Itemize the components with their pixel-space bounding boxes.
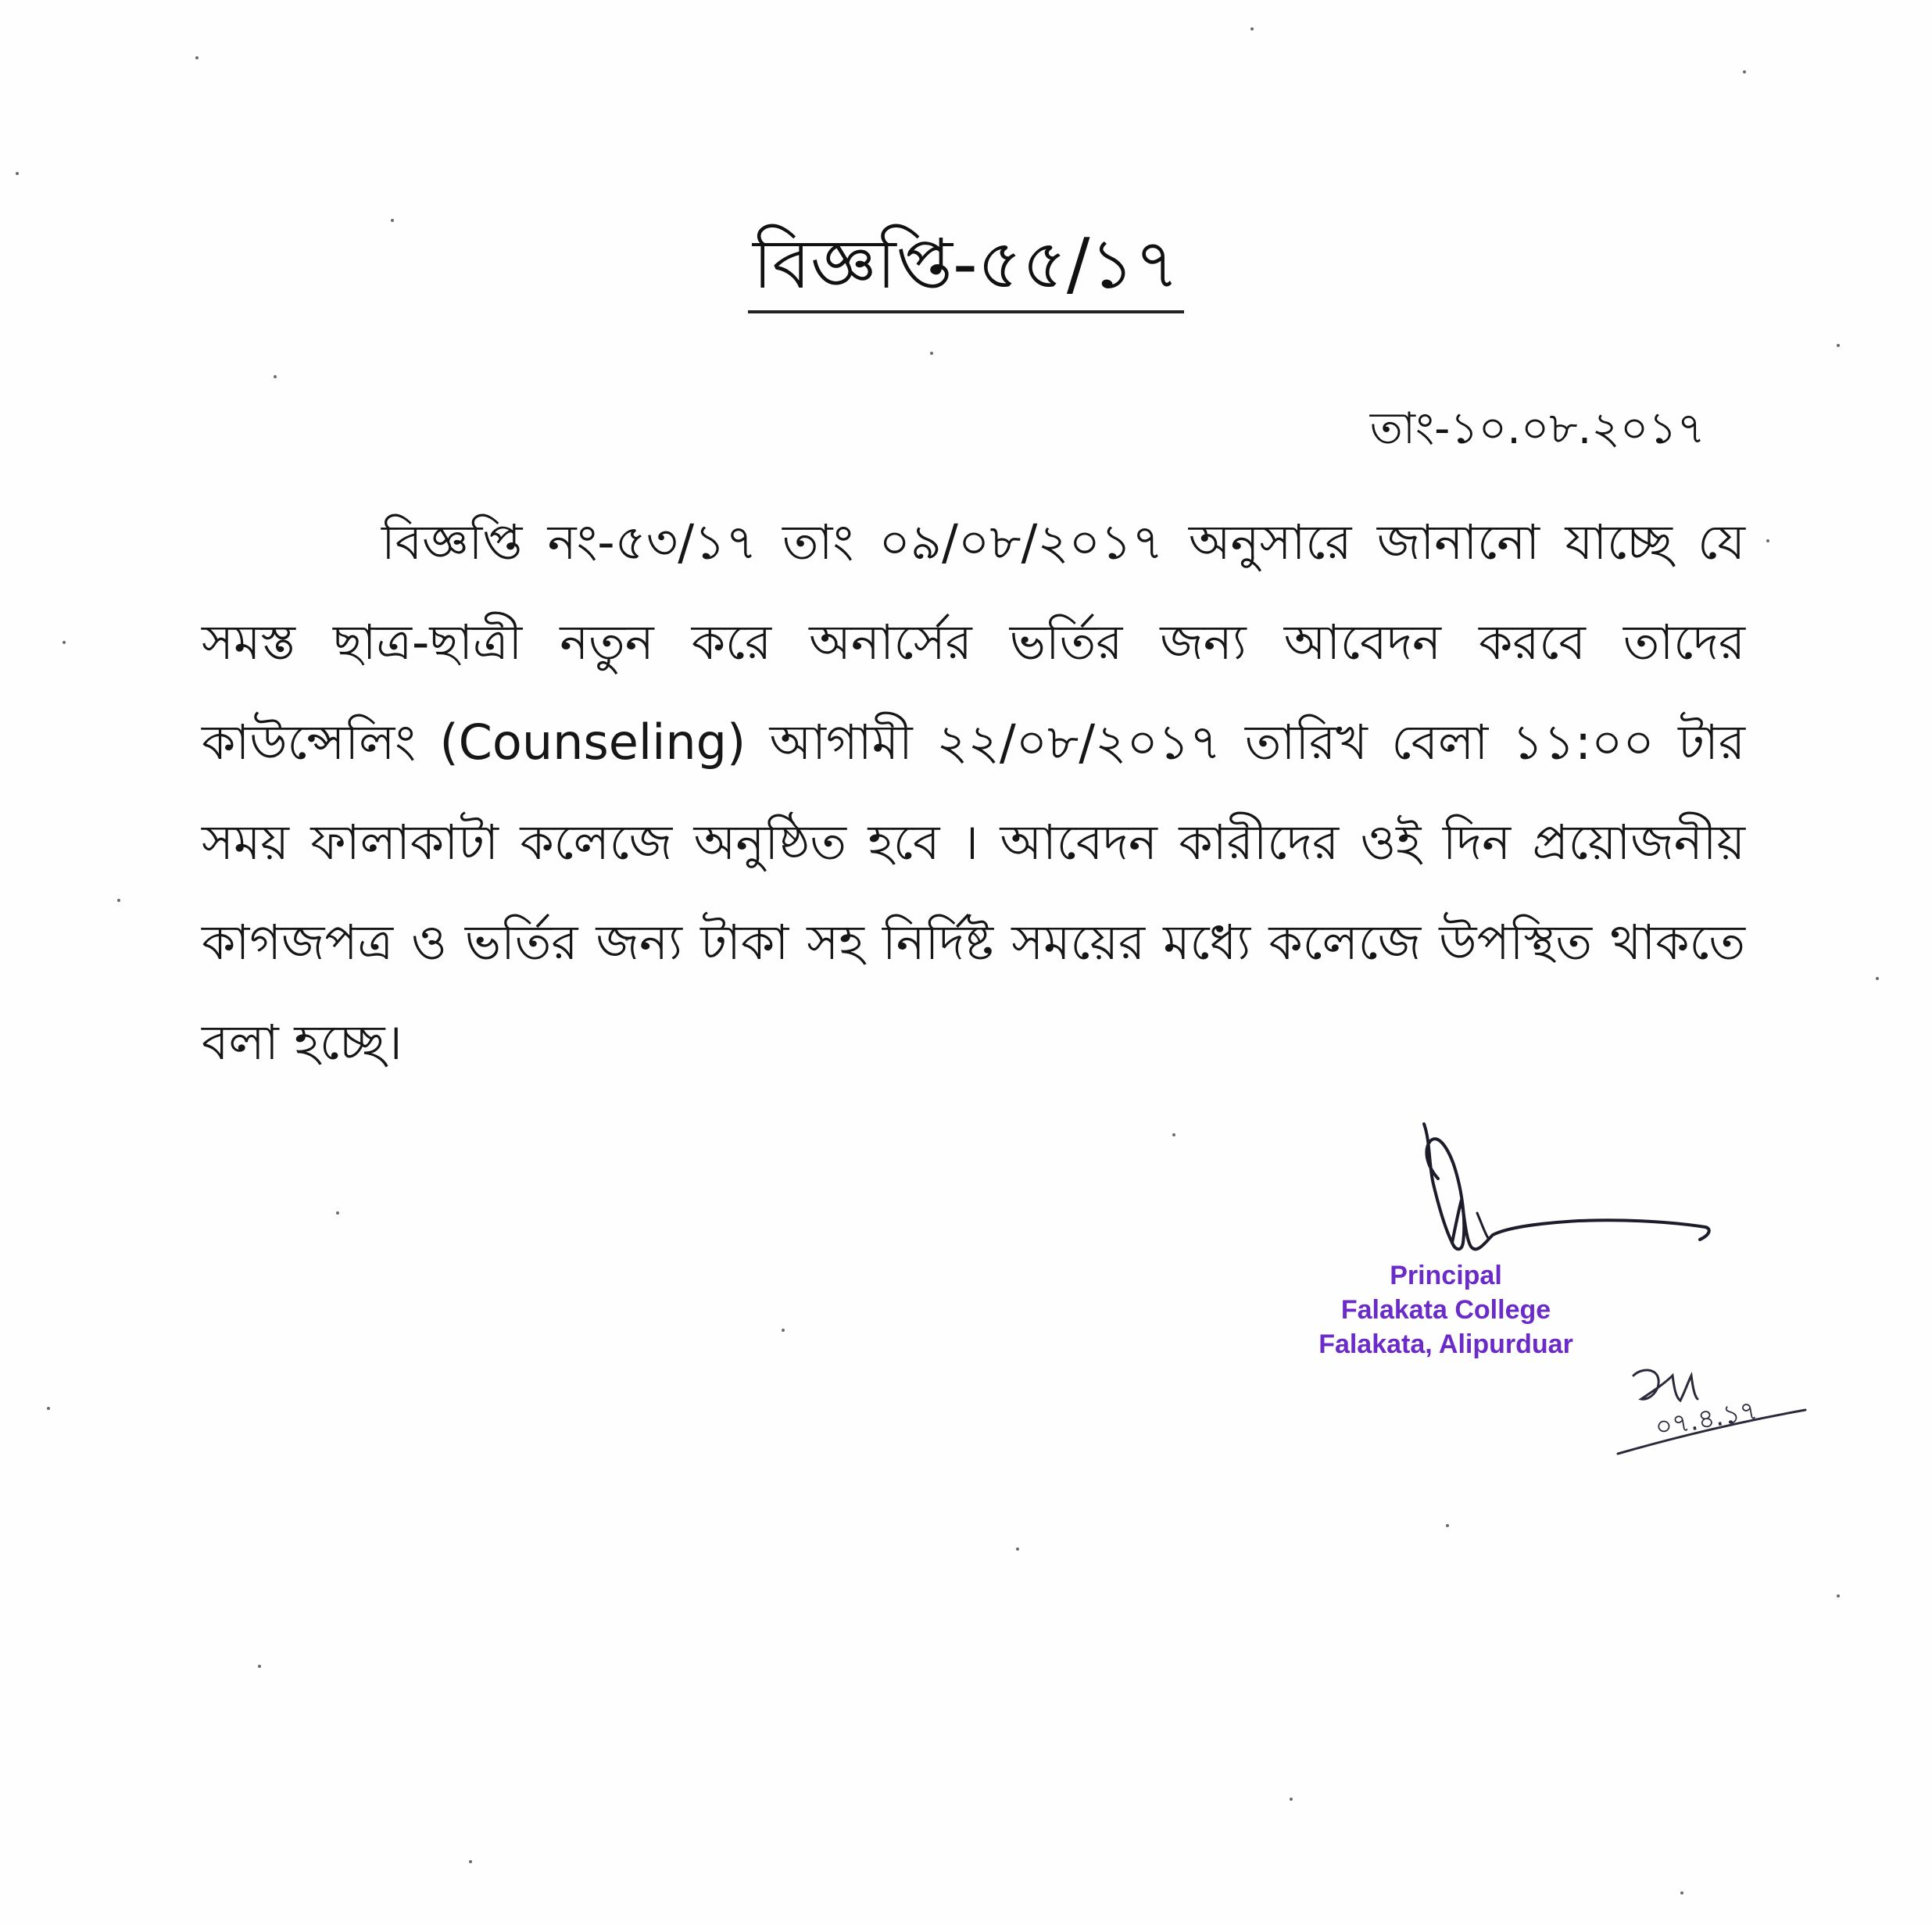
- speck: [1837, 1594, 1840, 1598]
- speck: [782, 1329, 785, 1332]
- speck: [1446, 1524, 1449, 1527]
- stamp-line-college: Falakata College: [1340, 1295, 1551, 1325]
- speck: [1172, 1133, 1175, 1136]
- speck: [258, 1665, 261, 1668]
- notice-body-text: বিজ্ঞপ্তি নং-৫৩/১৭ তাং ০৯/০৮/২০১৭ অনুসারে জানানো যাচ্ছে যে সমস্ত ছাত্র-ছাত্রী নতুন করে অনার্সের ভর্তির জন্য আবেদন করবে তাদের কাউন্সেলিং (Counseling) আগামী ২২/০৮/২০১৭ তারিখ বেলা ১১:০০ টার সময় ফালাকাটা কলেজে অনুষ্ঠিত হবে । আবেদন কারীদের ওই দিন প্রয়োজনীয় কাগজপত্র ও ভর্তির জন্য টাকা সহ নির্দিষ্ট সময়ের মধ্যে কলেজে উপস্থিত থাকতে বলা হচ্ছে।: [202, 513, 1745, 1071]
- speck: [63, 641, 66, 644]
- speck: [1016, 1548, 1019, 1551]
- notice-title: [0, 223, 1932, 313]
- stamp-line-location: Falakata, Alipurduar: [1318, 1329, 1573, 1359]
- speck: [195, 56, 199, 59]
- speck: [16, 172, 19, 175]
- speck: [1837, 344, 1840, 347]
- speck: [1250, 27, 1254, 30]
- speck: [1290, 1798, 1293, 1801]
- speck: [469, 1860, 472, 1863]
- speck: [930, 352, 933, 355]
- speck: [391, 219, 394, 222]
- initial-date: ০৭.৪.১৭: [1652, 1394, 1760, 1444]
- notice-body: [202, 492, 1745, 1093]
- stamp-line-principal: Principal: [1390, 1261, 1502, 1290]
- college-stamp: [1282, 1258, 1610, 1361]
- speck: [117, 899, 120, 902]
- speck: [1743, 70, 1746, 73]
- notice-title-text: বিজ্ঞপ্তি-৫৫/১৭: [748, 223, 1184, 313]
- speck: [47, 1407, 50, 1410]
- speck: [336, 1211, 339, 1215]
- speck: [1766, 539, 1769, 542]
- handwritten-initial: [1610, 1344, 1813, 1477]
- speck: [1876, 977, 1879, 980]
- speck: [274, 375, 277, 378]
- notice-date: তাং-১০.০৮.২০১৭: [1369, 403, 1705, 454]
- speck: [1680, 1891, 1683, 1895]
